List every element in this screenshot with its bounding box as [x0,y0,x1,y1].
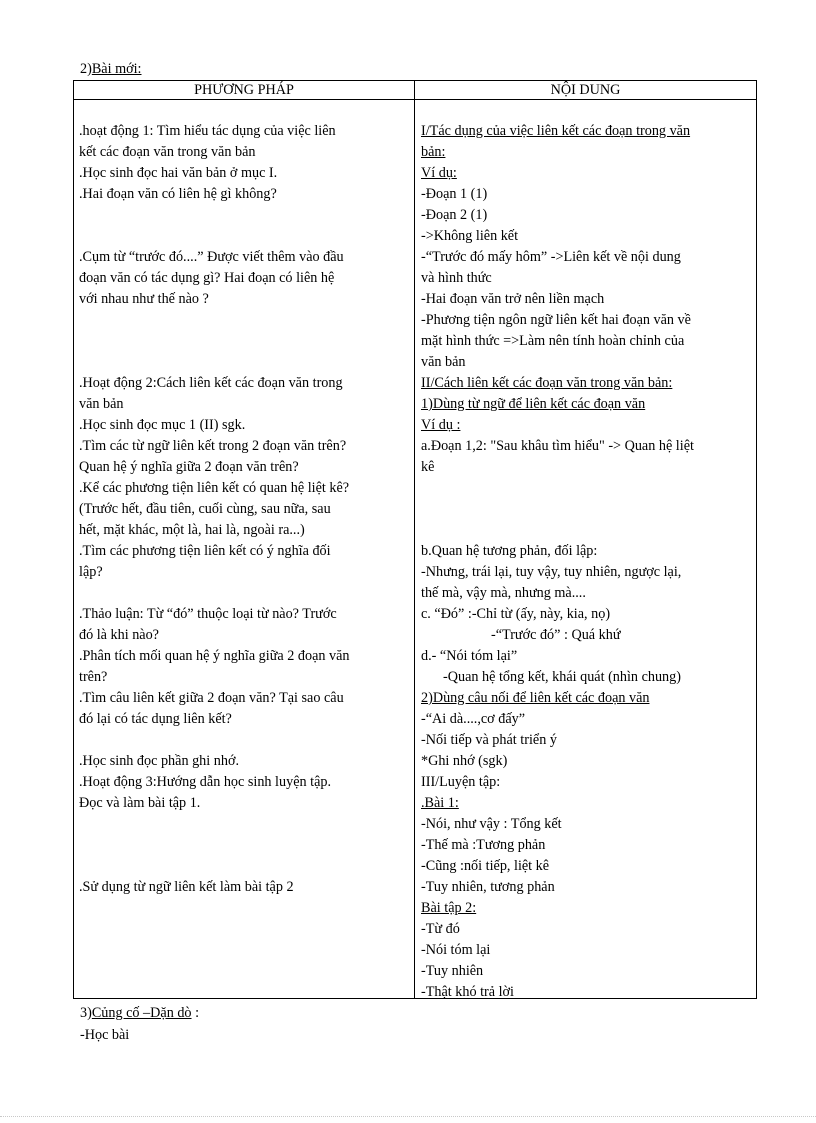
content-line: c. “Đó” :-Chỉ từ (ấy, này, kia, nọ) [421,606,611,622]
method-line: trên? [79,669,108,685]
method-line: hết, mặt khác, một là, hai là, ngoài ra...) [79,522,305,538]
content-line: -Từ đó [421,921,460,937]
content-heading: I/Tác dụng của việc liên kết các đoạn trong văn [421,123,691,139]
method-line: đó là khi nào? [79,627,159,643]
method-line: .Cụm từ “trước đó....” Được viết thêm vào đầu [79,249,344,265]
method-column [74,100,415,999]
footer-colon: : [191,1005,200,1021]
method-line: .Học sinh đọc hai văn bản ở mục I. [79,165,278,181]
method-line: .Học sinh đọc phần ghi nhớ. [79,753,239,769]
section-title [80,60,142,78]
header-noi-dung: NỘI DUNG [415,81,757,100]
section-number: 2) [80,61,92,77]
content-line: -Nói tóm lại [421,942,491,958]
content-subheading: .Bài 1: [421,795,459,811]
footer-number: 3) [80,1005,92,1021]
method-line: Đọc và làm bài tập 1. [79,795,201,811]
content-line: mặt hình thức =>Làm nên tính hoàn chỉnh của [421,333,685,349]
method-line: lập? [79,564,103,580]
content-column [415,100,757,999]
method-line: .Phân tích mối quan hệ ý nghĩa giữa 2 đoạn văn [79,648,350,664]
table-header-row [74,81,757,100]
table-body-row [74,100,757,999]
content-line: -Quan hệ tổng kết, khái quát (nhìn chung) [443,669,681,685]
content-line: -Đoạn 2 (1) [421,207,488,223]
content-heading: bản: [421,144,446,160]
method-line: (Trước hết, đầu tiên, cuối cùng, sau nữa, sau [79,501,331,517]
method-line: kết các đoạn văn trong văn bản [79,144,256,160]
method-line: .Sử dụng từ ngữ liên kết làm bài tập 2 [79,879,294,895]
content-line: *Ghi nhớ (sgk) [421,753,508,769]
section-heading: Bài mới: [91,61,142,77]
content-line: -Nói, như vậy : Tổng kết [421,816,562,832]
method-line: Quan hệ ý nghĩa giữa 2 đoạn văn trên? [79,459,299,475]
method-line: .Hoạt động 2:Cách liên kết các đoạn văn trong [79,375,343,391]
method-line: đó lại có tác dụng liên kết? [79,711,232,727]
content-line: và hình thức [421,270,492,286]
content-line: -Nhưng, trái lại, tuy vậy, tuy nhiên, ngược lại, [421,564,682,580]
content-line: -Thế mà :Tương phản [421,837,546,853]
content-subheading: 2)Dùng câu nối để liên kết các đoạn văn [421,690,650,706]
method-line: .Tìm các phương tiện liên kết có ý nghĩa đối [79,543,331,559]
footer-title [80,1004,199,1022]
content-line: -“Trước đó” : Quá khứ [491,627,621,643]
footer-heading: Củng cố –Dặn dò [91,1005,192,1021]
method-line: đoạn văn có tác dụng gì? Hai đoạn có liên hệ [79,270,335,286]
method-line: .Hoạt động 3:Hướng dẫn học sinh luyện tập. [79,774,332,790]
content-line: văn bản [421,354,466,370]
content-subheading: Ví dụ: [421,165,457,181]
method-line: .Thảo luận: Từ “đó” thuộc loại từ nào? Trước [79,606,337,622]
content-line: thế mà, vậy mà, nhưng mà.... [421,585,586,601]
content-heading: III/Luyện tập: [421,774,501,790]
content-line: -Tuy nhiên [421,963,484,979]
content-line: -Tuy nhiên, tương phản [421,879,555,895]
content-subheading: Bài tập 2: [421,900,477,916]
content-line: -Nối tiếp và phát triển ý [421,732,557,748]
content-line: kê [421,459,435,475]
method-line: .Tìm các từ ngữ liên kết trong 2 đoạn văn trên? [79,438,347,454]
content-line: -“Ai dà....,cơ đấy” [421,711,526,727]
method-line: .Kể các phương tiện liên kết có quan hệ liệt kê? [79,480,350,496]
method-line: văn bản [79,396,124,412]
page-edge-divider [0,1116,816,1117]
content-line: -Đoạn 1 (1) [421,186,488,202]
content-line: a.Đoạn 1,2: "Sau khâu tìm hiểu" -> Quan hệ liệt [421,438,694,454]
method-line: với nhau như thế nào ? [79,291,209,307]
content-line: -Hai đoạn văn trở nên liền mạch [421,291,605,307]
content-line: d.- “Nói tóm lại” [421,648,518,664]
lesson-table [73,80,757,999]
content-line: -Cũng :nối tiếp, liệt kê [421,858,550,874]
content-subheading: Ví dụ : [421,417,461,433]
method-line: .Hai đoạn văn có liên hệ gì không? [79,186,277,202]
header-phuong-phap: PHƯƠNG PHÁP [74,81,415,100]
method-line: .hoạt động 1: Tìm hiểu tác dụng của việc liên [79,123,336,139]
content-line: b.Quan hệ tương phản, đối lập: [421,543,598,559]
method-line: .Học sinh đọc mục 1 (II) sgk. [79,417,246,433]
content-heading: II/Cách liên kết các đoạn văn trong văn bản: [421,375,673,391]
content-line: ->Không liên kết [421,228,519,244]
content-line: -Phương tiện ngôn ngữ liên kết hai đoạn văn về [421,312,691,328]
content-line: -“Trước đó mấy hôm” ->Liên kết về nội dung [421,249,681,265]
method-line: .Tìm câu liên kết giữa 2 đoạn văn? Tại sao câu [79,690,344,706]
content-subheading: 1)Dùng từ ngữ để liên kết các đoạn văn [421,396,646,412]
footer-line: -Học bài [80,1027,130,1043]
content-line: -Thật khó trả lời [421,984,514,1000]
